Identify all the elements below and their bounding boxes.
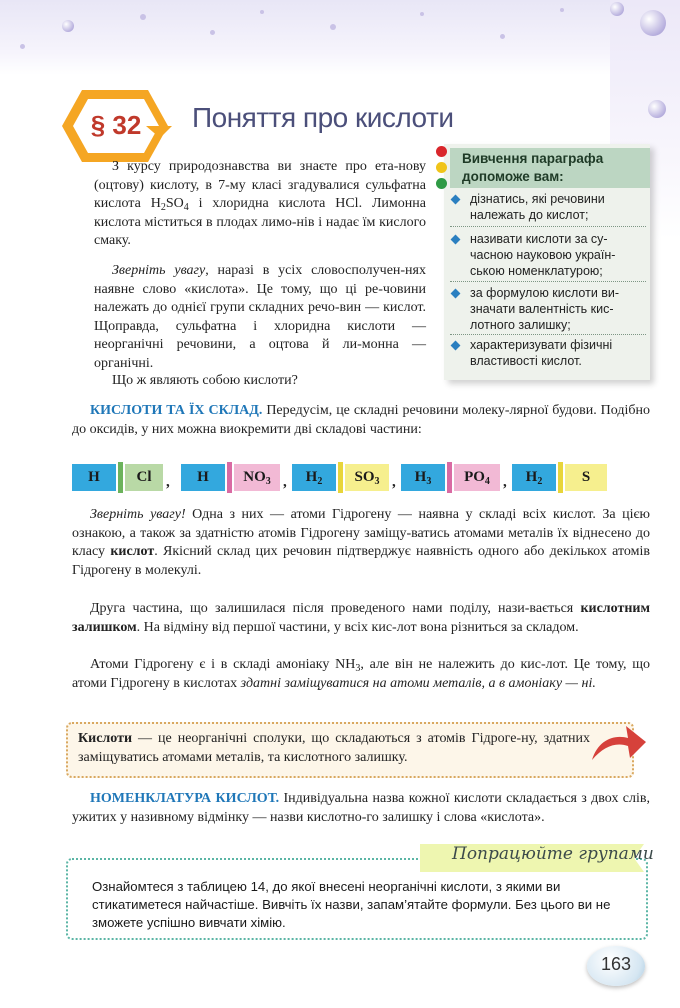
formula-comma: , — [283, 474, 287, 490]
traffic-light-green-icon — [436, 178, 447, 189]
divider-bar — [338, 462, 343, 493]
body-paragraph-2: Друга частина, що залишилася після проведеного нами поділу, нази-вається кислотним залишком. На відміну від першої частини, у всіх кис-лот вона різниться за складом. — [72, 601, 650, 635]
intro-paragraph-2: Зверніть увагу, наразі в усіх словосполучен-нях наявне слово «кислота». Це тому, що ці ре-човини належать до однієї групи складних речо-вин — кислот. Щоправда, сульфатна і хлоридна кислоти — неорганічні речовини, а оцтова й ли-монна — органічні. — [94, 263, 426, 371]
acid-residue-part: S — [565, 464, 607, 491]
formula-comma: , — [503, 474, 507, 490]
acid-residue-part: $PO_4$ — [454, 464, 500, 491]
section-number: § 32 — [90, 110, 142, 140]
composition-paragraph: КИСЛОТИ ТА ЇХ СКЛАД. Передусім, це складні речовини молеку-лярної будови. Подібно до оксидів, у них можна виокремити дві складові частини: — [72, 403, 650, 437]
decorative-dot — [500, 34, 505, 39]
section-heading-nomenclature: НОМЕНКЛАТУРА КИСЛОТ. — [90, 791, 280, 806]
goal-item: за формулою кислоти ви-значати валентність кис-лотного залишку; — [470, 286, 620, 332]
decorative-top-band — [0, 0, 680, 75]
group-task-text: Ознайомтеся з таблицею 14, до якої внесені неорганічні кислоти, з якими ви стикатиметеся найчастіше. Вивчіть їх назви, запам’ятайте формули. Без цього ви не зможете успішно вивчати хімію. — [92, 879, 611, 930]
goal-item: називати кислоти за су-часною науковою україн-ською номенклатурою; — [470, 232, 616, 278]
divider-bar — [227, 462, 232, 493]
acid-residue-part: $NO_3$ — [234, 464, 280, 491]
goal-separator — [450, 226, 646, 227]
molecule-decoration-icon — [610, 2, 624, 16]
goal-item: характеризувати фізичні властивості кислот. — [470, 338, 613, 368]
formula-comma: , — [392, 474, 396, 490]
decorative-dot — [260, 10, 264, 14]
goal-separator — [450, 334, 646, 335]
hydrogen-part: H — [181, 464, 225, 491]
page-number: 163 — [600, 954, 632, 974]
traffic-light-yellow-icon — [436, 162, 447, 173]
goal-separator — [450, 281, 646, 282]
intro-question: Що ж являють собою кислоти? — [112, 373, 298, 388]
formula-comma: , — [166, 474, 170, 490]
molecule-decoration-icon — [640, 10, 666, 36]
divider-bar — [558, 462, 563, 493]
hydrogen-part: $H_3$ — [401, 464, 445, 491]
decorative-dot — [140, 14, 146, 20]
goal-item: дізнатись, які речовини належать до кислот; — [470, 192, 605, 222]
body-paragraph-3: Атоми Гідрогену є і в складі амоніаку $NH_3$, але він не належить до кис-лот. Це тому, що атоми Гідрогену в кислотах здатні заміщуватися на атоми металів, а в амоніаку — ні. — [72, 657, 650, 691]
decorative-dot — [420, 12, 424, 16]
hydrogen-part: $H_2$ — [292, 464, 336, 491]
divider-bar — [118, 462, 123, 493]
divider-bar — [447, 462, 452, 493]
acid-residue-part: Cl — [125, 464, 163, 491]
decorative-dot — [210, 30, 215, 35]
intro-paragraph-1: З курсу природознавства ви знаєте про ета-нову (оцтову) кислоту, в 7-му класі згадувалися сульфатна кислота $H_2SO_4$ і хлоридна кислота HCl. Лимонна кислота міститься в плодах лимо-нів і надає їм кислого смаку. — [94, 159, 426, 248]
page-title: Поняття про кислоти — [192, 102, 454, 133]
section-heading-composition: КИСЛОТИ ТА ЇХ СКЛАД. — [90, 403, 263, 418]
molecule-decoration-icon — [62, 20, 74, 32]
hydrogen-part: H — [72, 464, 116, 491]
hydrogen-part: $H_2$ — [512, 464, 556, 491]
decorative-dot — [20, 44, 25, 49]
traffic-light-red-icon — [436, 146, 447, 157]
molecule-decoration-icon — [648, 100, 666, 118]
definition-arrow-icon — [588, 720, 648, 766]
body-paragraph-1: Зверніть увагу! Одна з них — атоми Гідрогену — наявна у складі всіх кислот. За цією ознакою, а також за здатністю атомів Гідрогену заміщу-ватись атомами металів їх віднесено до класу кислот. Якісний склад цих речовин підтверджує наявність одного або декількох атомів Гідрогену в молекулі. — [72, 507, 650, 578]
decorative-dot — [560, 8, 564, 12]
learning-goals-title: Вивчення параграфа допоможе вам: — [462, 151, 604, 184]
acid-residue-part: $SO_3$ — [345, 464, 389, 491]
decorative-dot — [330, 24, 336, 30]
group-work-label: Попрацюйте групами — [452, 844, 654, 864]
definition-text: Кислоти — це неорганічні сполуки, що складаються з атомів Гідроге-ну, здатних заміщуватись атомами металів, та кислотного залишку. — [78, 731, 590, 765]
nomenclature-paragraph: НОМЕНКЛАТУРА КИСЛОТ. Індивідуальна назва кожної кислоти складається з двох слів, ужитих у називному відмінку — назви кислотно-го залишку і слова «кислота». — [72, 791, 651, 825]
